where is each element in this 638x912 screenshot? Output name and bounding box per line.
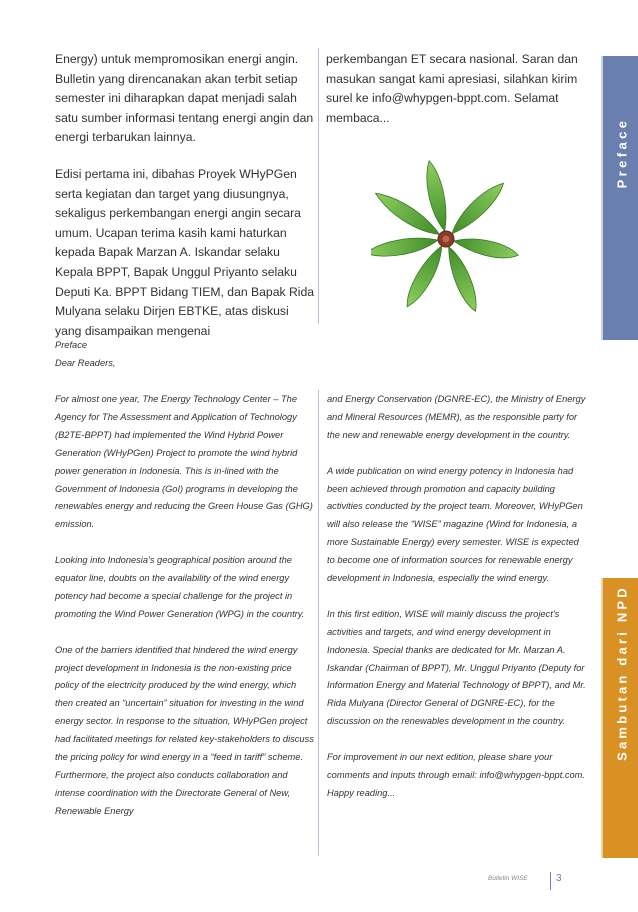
preface-en-left-column xyxy=(55,391,315,821)
side-tab-preface-label: Preface xyxy=(614,117,629,188)
side-tab-sambutan xyxy=(601,578,638,858)
column-divider-top xyxy=(318,48,319,324)
preface-id-right-column xyxy=(326,50,588,128)
paragraph: Edisi pertama ini, dibahas Proyek WHyPGen serta kegiatan dan target yang diusungnya, sekaligus perkembangan energi angin secara umum. Ucapan terima kasih kami haturkan kepada Bapak Marzan A. Iskandar selaku Kepala BPPT, Bapak Unggul Priyanto selaku Deputi Ka. BPPT Bidang TIEM, dan Bapak Rida Mulyana selaku Dirjen EBTKE, atas diskusi yang disampaikan mengenai xyxy=(55,166,315,338)
paragraph: A wide publication on wind energy potency in Indonesia had been achieved through promotion and capacity building activities conducted by the project team. Moreover, WHyPGen will also release the “WISE” magazine (Wind for Indonesia, a more Sustainable Energy) every semester. WISE is expected to become one of information sources for renewable energy development in Indonesia, especially the wind energy. xyxy=(327,465,583,584)
preface-en-header xyxy=(55,337,315,373)
blade xyxy=(371,234,439,259)
paragraph: In this first edition, WISE will mainly discuss the project’s activities and targets, and wind energy development in Indonesia. Special thanks are dedicated for Mr. Marzan A. Iskandar (Chairman of BPPT), Mr. Unggul Priyanto (Deputy for Information Energy and Material Technology of BPPT), and Mr. Rida Mulyana (Director General of DGNRE-EC), for the discussion on the renewables development in the country. xyxy=(327,608,586,727)
paragraph: For improvement in our next edition, please share your comments and inputs through email: info@whypgen-bppt.com. Happy reading... xyxy=(327,752,586,798)
paragraph: One of the barriers identified that hindered the wind energy project development in Indonesia is the non-existing price policy of the electricity produced by the wind energy, which then created an “uncertain” situation for investing in the wind energy sector. In response to the situation, WHyPGen project had facilitated meetings for related key-stakeholders to discuss the pricing policy for wind energy in a “feed in tariff” scheme. Furthermore, the project also conducts collaboration and intense coordination with the Directorate General of New, Renewable Energy xyxy=(55,644,314,816)
paragraph: Looking into Indonesia's geographical position around the equator line, doubts on the availability of the wind energy potency had become a special challenge for the project in promoting the Wind Power Generation (WPG) in the country. xyxy=(55,555,305,619)
footer-divider xyxy=(550,872,551,890)
preface-en-greeting: Dear Readers, xyxy=(55,357,116,368)
page-number: 3 xyxy=(556,873,562,884)
paragraph: perkembangan ET secara nasional. Saran dan masukan sangat kami apresiasi, silahkan kirim surel ke info@whypgen-bppt.com. Selamat membaca... xyxy=(326,52,578,125)
windmill-rotor-illustration xyxy=(371,137,521,317)
preface-en-right-column xyxy=(327,391,587,803)
side-tab-sambutan-label: Sambutan dari NPD xyxy=(614,585,629,762)
preface-en-heading: Preface xyxy=(55,340,88,350)
blade xyxy=(446,178,510,237)
blade xyxy=(443,243,481,314)
blade xyxy=(452,232,520,264)
column-divider-bottom xyxy=(318,390,319,856)
footer-bulletin-name: Bulletin WISE xyxy=(488,875,528,882)
preface-id-left-column xyxy=(55,50,315,341)
paragraph: For almost one year, The Energy Technology Center – The Agency for The Assessment and Application of Technology (B2TE-BPPT) had implemented the Wind Hybrid Power Generation (WHyPGen) Project to promote the wind hybrid power generation in Indonesia. This is in-lined with the Government of Indonesia (GoI) programs in developing the renewables energy and reducing the Green House Gas (GHG) emission. xyxy=(55,394,313,530)
side-tab-preface xyxy=(601,56,638,340)
paragraph: and Energy Conservation (DGNRE-EC), the Ministry of Energy and Mineral Resources (MEMR), as the responsible party for the new and renewable energy development in the country. xyxy=(327,394,586,440)
paragraph: Energy) untuk mempromosikan energi angin. Bulletin yang direncanakan akan terbit setiap semester ini diharapkan dapat menjadi salah satu sumber informasi tentang energi angin dan energi terbarukan lainnya. xyxy=(55,52,314,145)
